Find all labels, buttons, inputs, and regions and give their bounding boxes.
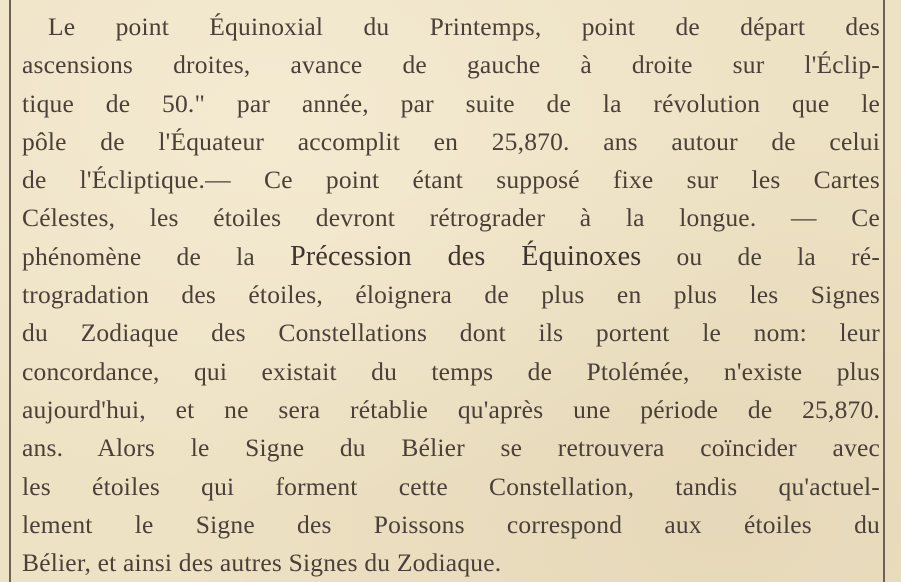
text-line: du Zodiaque des Constellations dont ils portent le nom: leur	[22, 318, 880, 348]
text-line: Célestes, les étoiles devront rétrograder à la longue. — Ce	[22, 203, 880, 233]
text-line: tique de 50." par année, par suite de la révolution que le	[22, 88, 880, 118]
text-line: pôle de l'Équateur accomplit en 25,870. ans autour de celui	[22, 126, 880, 156]
text-line: Le point Équinoxial du Printemps, point de départ des	[48, 12, 880, 41]
text-line: lement le Signe des Poissons correspond aux étoiles du	[22, 509, 880, 539]
text-line: trogradation des étoiles, éloignera de plus en plus les Signes	[22, 280, 880, 310]
text-line: Bélier, et ainsi des autres Signes du Zodiaque.	[22, 548, 502, 578]
text-run: phénomène de la	[22, 241, 291, 271]
right-column-rule	[883, 0, 885, 582]
left-column-rule	[9, 0, 11, 582]
text-line: aujourd'hui, et ne sera rétablie qu'après une période de 25,870.	[22, 394, 880, 424]
paragraph-precession	[22, 8, 880, 582]
text-line-with-title	[22, 238, 880, 276]
text-line: ans. Alors le Signe du Bélier se retrouvera coïncider avec	[22, 433, 880, 463]
text-run: ou de la ré-	[641, 241, 880, 271]
precession-title: Précession des Équinoxes	[290, 240, 642, 272]
text-line: concordance, qui existait du temps de Ptolémée, n'existe plus	[22, 356, 880, 386]
text-line: ascensions droites, avance de gauche à droite sur l'Éclip-	[22, 50, 880, 80]
text-line: de l'Écliptique.— Ce point étant supposé fixe sur les Cartes	[22, 165, 880, 195]
text-line: les étoiles qui forment cette Constellation, tandis qu'actuel-	[22, 471, 880, 501]
